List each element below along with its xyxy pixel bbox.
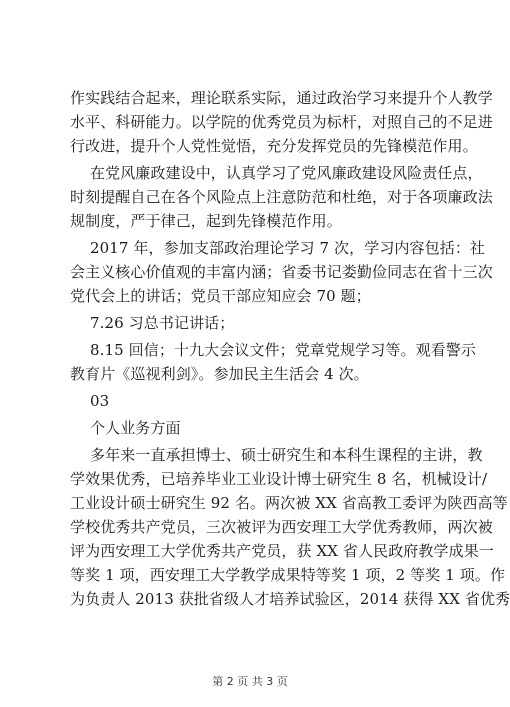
paragraph-line: 党代会上的讲话；党员干部应知应会 70 题； (70, 287, 371, 305)
section-number: 03 (90, 392, 110, 410)
document-body (70, 86, 510, 611)
paragraph-line: 7.26 习总书记讲话； (90, 314, 235, 332)
paragraph-line: 为负责人 2013 获批省级人才培养试验区，2014 获得 XX 省优秀 (70, 590, 510, 608)
paragraph-line: 作实践结合起来，理论联系实际，通过政治学习来提升个人教学 (70, 89, 493, 107)
paragraph-line: 8.15 回信；十九大会议文件；党章党规学习等。观看警示 (90, 341, 476, 359)
paragraph-line: 水平、科研能力。以学院的优秀党员为标杆，对照自己的不足进 (70, 113, 493, 131)
paragraph-line: 2017 年，参加支部政治理论学习 7 次，学习内容包括：社 (90, 239, 486, 257)
paragraph-line: 评为西安理工大学优秀共产党员，获 XX 省人民政府教学成果一 (70, 542, 494, 560)
paragraph-line: 工业设计硕士研究生 92 名。两次被 XX 省高教工委评为陕西高等 (70, 494, 508, 512)
paragraph-line: 多年来一直承担博士、硕士研究生和本科生课程的主讲，教 (90, 446, 483, 464)
paragraph-line: 在党风廉政建设中，认真学习了党风廉政建设风险责任点， (90, 164, 483, 182)
paragraph-line: 会主义核心价值观的丰富内涵；省委书记娄勤俭同志在省十三次 (70, 263, 493, 281)
paragraph-line: 学效果优秀，已培养毕业工业设计博士研究生 8 名，机械设计/ (70, 470, 488, 488)
paragraph-line: 等奖 1 项，西安理工大学教学成果特等奖 1 项，2 等奖 1 项。作 (70, 566, 506, 584)
paragraph-line: 学校优秀共产党员，三次被评为西安理工大学优秀教师，两次被 (70, 518, 493, 536)
paragraph-line: 教育片《巡视利剑》。参加民主生活会 4 次。 (70, 365, 369, 383)
paragraph-line: 行改进，提升个人党性觉悟，充分发挥党员的先锋模范作用。 (70, 137, 478, 155)
paragraph-line: 规制度，严于律己，起到先锋模范作用。 (70, 212, 342, 230)
page-footer: 第 2 页 共 3 页 (212, 675, 288, 688)
section-heading: 个人业务方面 (90, 419, 181, 437)
paragraph-line: 时刻提醒自己在各个风险点上注意防范和杜绝，对于各项廉政法 (70, 188, 493, 206)
